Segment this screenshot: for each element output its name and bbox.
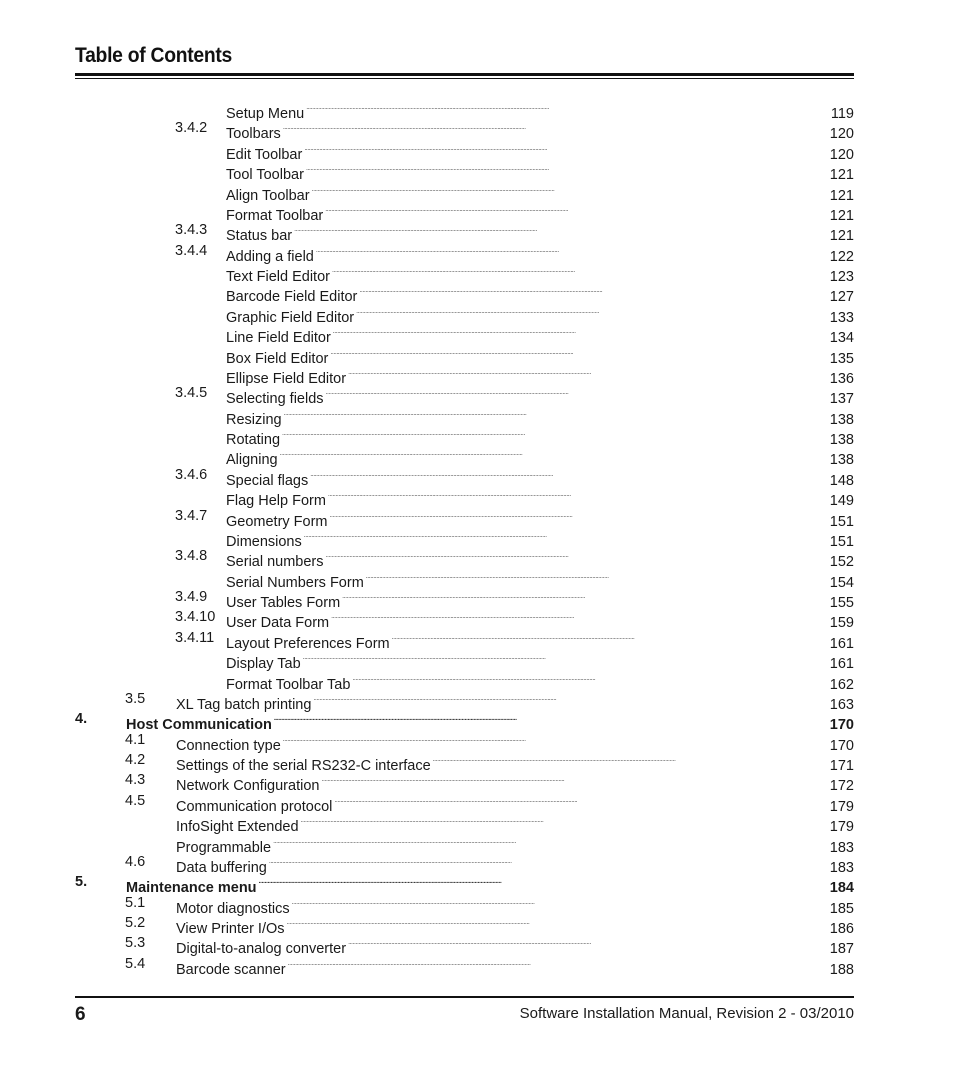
toc-entry <box>75 933 854 958</box>
toc-entry-title: Serial Numbers Form <box>226 573 366 593</box>
toc-entry-title: Text Field Editor <box>226 267 332 287</box>
toc-entry-number: 4.3 <box>125 772 146 789</box>
page-title: Table of Contents <box>75 44 233 67</box>
toc-entry <box>75 322 854 347</box>
toc-entry-number: 5.2 <box>125 915 146 931</box>
toc-entry <box>75 281 854 306</box>
toc-entry-title: Dimensions <box>226 532 304 552</box>
dot-leader <box>348 363 828 383</box>
toc-entry-title: Programmable <box>176 838 273 858</box>
dot-leader <box>356 302 828 322</box>
toc-entry <box>75 730 854 754</box>
toc-entry <box>75 526 854 550</box>
toc-entry-page: 170 <box>828 715 854 735</box>
toc-entry-page: 163 <box>828 695 854 715</box>
toc-entry <box>75 404 854 428</box>
dot-leader <box>366 567 828 587</box>
dot-leader <box>328 485 828 505</box>
toc-entry-number: 4.1 <box>125 731 146 748</box>
toc-entry <box>75 832 854 856</box>
toc-entry-page: 184 <box>828 878 854 898</box>
toc-entry-page: 151 <box>828 532 854 552</box>
toc-entry <box>75 872 854 897</box>
dot-leader <box>326 546 828 566</box>
toc-entry-page: 121 <box>828 186 854 206</box>
toc-entry-page: 183 <box>828 858 854 878</box>
dot-leader <box>259 872 828 892</box>
toc-entry <box>75 506 854 530</box>
toc-entry-title: Adding a field <box>226 247 316 267</box>
toc-entry-page: 161 <box>828 654 854 674</box>
toc-entry-title: Ellipse Field Editor <box>226 369 348 389</box>
dot-leader <box>306 98 829 118</box>
toc-entry <box>75 220 854 245</box>
page-number: 6 <box>75 1004 86 1025</box>
toc-entry-page: 119 <box>829 104 854 124</box>
toc-entry-title: Align Toolbar <box>226 186 312 206</box>
toc-entry-page: 155 <box>828 593 854 613</box>
dot-leader <box>326 383 828 403</box>
toc-entry-number: 4. <box>75 711 88 728</box>
toc-entry-page: 162 <box>828 675 854 695</box>
toc-entry-page: 151 <box>828 512 854 532</box>
toc-entry-page: 121 <box>828 226 854 246</box>
dot-leader <box>283 730 828 750</box>
toc-entry <box>75 424 854 448</box>
toc-entry-page: 154 <box>828 573 854 593</box>
footer-text: Software Installation Manual, Revision 2 - 03/2010 <box>519 1005 854 1022</box>
toc-entry-page: 188 <box>828 960 854 980</box>
toc-entry-number: 3.4.5 <box>175 385 208 402</box>
toc-entry-page: 122 <box>828 247 854 267</box>
dot-leader <box>310 465 828 485</box>
dot-leader <box>359 281 827 301</box>
dot-leader <box>304 139 827 159</box>
toc-entry-title: Host Communication <box>126 715 274 735</box>
toc-entry <box>75 465 854 489</box>
toc-entry-title: Digital-to-analog converter <box>176 939 348 959</box>
toc-entry-page: 171 <box>828 756 854 776</box>
toc-entry <box>75 139 854 163</box>
dot-leader <box>433 750 828 770</box>
toc-entry-page: 121 <box>828 165 854 185</box>
header-rule <box>75 73 854 79</box>
toc-entry-page: 152 <box>828 552 854 572</box>
toc-entry-number: 3.4.11 <box>175 629 215 646</box>
dot-leader <box>331 607 828 627</box>
dot-leader <box>283 118 828 138</box>
footer-rule <box>75 996 854 998</box>
toc-entry-page: 159 <box>828 613 854 633</box>
toc-entry-title: Barcode Field Editor <box>226 287 359 307</box>
toc-entry-page: 127 <box>828 287 854 307</box>
dot-leader <box>273 832 828 852</box>
toc-entry <box>75 383 854 408</box>
toc-entry-page: 185 <box>828 899 854 919</box>
toc-entry-title: Data buffering <box>176 858 269 878</box>
toc-entry-title: Geometry Form <box>226 512 330 532</box>
dot-leader <box>292 893 828 913</box>
toc-entry-number: 3.4.4 <box>175 242 208 259</box>
toc-entry-title: XL Tag batch printing <box>176 695 313 715</box>
toc-entry-title: Settings of the serial RS232-C interface <box>176 756 433 776</box>
toc-entry <box>75 587 854 611</box>
toc-entry <box>75 770 854 795</box>
toc-entry-page: 137 <box>828 389 854 409</box>
toc-entry-number: 5.4 <box>125 955 146 972</box>
toc-entry <box>75 750 854 774</box>
toc-entry-number: 4.5 <box>125 792 146 809</box>
toc-entry <box>75 444 854 469</box>
toc-entry <box>75 241 854 265</box>
toc-entry-page: 148 <box>828 471 854 491</box>
toc-entry-number: 3.4.9 <box>175 589 208 605</box>
toc-entry-page: 187 <box>828 939 854 959</box>
toc-entry <box>75 852 854 876</box>
dot-leader <box>325 200 828 220</box>
toc-entry <box>75 261 854 285</box>
dot-leader <box>306 159 828 179</box>
toc-entry-title: Status bar <box>226 226 294 246</box>
toc-entry-number: 3.5 <box>125 690 146 707</box>
dot-leader <box>333 322 828 342</box>
toc-entry <box>75 791 854 815</box>
toc-entry-title: View Printer I/Os <box>176 919 287 939</box>
toc-entry <box>75 159 854 184</box>
toc-entry-title: Graphic Field Editor <box>226 308 356 328</box>
toc-entry-title: Barcode scanner <box>176 960 288 980</box>
toc-entry <box>75 811 854 836</box>
toc-entry <box>75 607 854 632</box>
toc-entry-page: 138 <box>828 410 854 430</box>
toc-entry-page: 120 <box>828 145 854 165</box>
dot-leader <box>392 628 828 648</box>
toc-entry <box>75 954 854 978</box>
toc-entry-page: 123 <box>828 267 854 287</box>
toc-entry-title: Format Toolbar Tab <box>226 675 352 695</box>
toc-entry <box>75 669 854 693</box>
toc-entry <box>75 302 854 326</box>
dot-leader <box>332 261 828 281</box>
toc-entry <box>75 200 854 224</box>
toc-entry-title: InfoSight Extended <box>176 817 301 837</box>
dot-leader <box>274 709 828 729</box>
toc-entry-page: 161 <box>828 634 854 654</box>
toc-entry-page: 149 <box>828 491 854 511</box>
toc-entry-number: 5.3 <box>125 935 146 952</box>
toc-entry-title: Edit Toolbar <box>226 145 304 165</box>
toc-entry-number: 4.2 <box>125 752 146 768</box>
toc-entry <box>75 363 854 387</box>
dot-leader <box>348 933 828 953</box>
toc-entry-page: 120 <box>828 124 854 144</box>
toc-entry-line <box>176 954 854 980</box>
toc-entry-title: Connection type <box>176 736 283 756</box>
toc-entry <box>75 546 854 571</box>
toc-entry-number: 3.4.7 <box>175 507 208 524</box>
toc-entry <box>75 709 854 734</box>
dot-leader <box>294 220 828 240</box>
toc-entry-number: 3.4.8 <box>175 548 208 565</box>
dot-leader <box>288 954 828 974</box>
table-of-contents <box>75 98 854 978</box>
dot-leader <box>287 913 828 933</box>
dot-leader <box>282 424 828 444</box>
toc-entry <box>75 913 854 937</box>
toc-entry <box>75 485 854 510</box>
toc-entry-title: Toolbars <box>226 124 283 144</box>
toc-entry <box>75 628 854 652</box>
dot-leader <box>312 180 828 200</box>
toc-entry-title: Motor diagnostics <box>176 899 292 919</box>
toc-entry-number: 3.4.3 <box>175 222 208 239</box>
dot-leader <box>284 404 828 424</box>
toc-entry-title: Network Configuration <box>176 776 321 796</box>
toc-entry <box>75 567 854 591</box>
dot-leader <box>334 791 827 811</box>
toc-entry-title: Display Tab <box>226 654 303 674</box>
toc-entry-title: Flag Help Form <box>226 491 328 511</box>
toc-entry <box>75 343 854 367</box>
dot-leader <box>280 444 828 464</box>
toc-entry <box>75 648 854 673</box>
dot-leader <box>303 648 828 668</box>
toc-entry-title: Format Toolbar <box>226 206 325 226</box>
toc-entry-title: User Data Form <box>226 613 331 633</box>
toc-entry <box>75 118 854 143</box>
toc-entry-number: 3.4.2 <box>175 120 208 137</box>
dot-leader <box>313 689 827 709</box>
dot-leader <box>304 526 828 546</box>
toc-entry <box>75 98 854 122</box>
dot-leader <box>321 770 827 790</box>
toc-entry-title: Aligning <box>226 450 280 470</box>
toc-entry-title: Resizing <box>226 410 284 430</box>
dot-leader <box>342 587 828 607</box>
toc-entry-title: Tool Toolbar <box>226 165 306 185</box>
toc-entry-title: Box Field Editor <box>226 349 330 369</box>
toc-entry-title: Setup Menu <box>226 104 306 124</box>
toc-entry-page: 183 <box>828 838 854 858</box>
toc-entry-title: Selecting fields <box>226 389 326 409</box>
dot-leader <box>301 811 828 831</box>
toc-entry-title: Serial numbers <box>226 552 326 572</box>
toc-entry-number: 5.1 <box>125 894 146 911</box>
toc-entry-page: 136 <box>828 369 854 389</box>
toc-entry-number: 3.4.6 <box>175 466 208 483</box>
toc-entry-page: 138 <box>828 450 854 470</box>
toc-entry-title: Special flags <box>226 471 310 491</box>
dot-leader <box>352 669 827 689</box>
dot-leader <box>330 506 828 526</box>
toc-entry-number: 3.4.10 <box>175 609 216 626</box>
dot-leader <box>330 343 827 363</box>
toc-entry-page: 186 <box>828 919 854 939</box>
toc-entry-number: 5. <box>75 874 88 891</box>
toc-entry-page: 121 <box>828 206 854 226</box>
toc-entry-page: 135 <box>828 349 854 369</box>
toc-entry-page: 138 <box>828 430 854 450</box>
toc-entry-page: 134 <box>828 328 854 348</box>
toc-entry-title: Maintenance menu <box>126 878 259 898</box>
toc-entry-page: 172 <box>828 776 854 796</box>
toc-entry-page: 170 <box>828 736 854 756</box>
toc-entry-title: Layout Preferences Form <box>226 634 392 654</box>
toc-entry-title: Communication protocol <box>176 797 334 817</box>
toc-entry-number: 4.6 <box>125 853 146 870</box>
toc-entry-title: Rotating <box>226 430 282 450</box>
dot-leader <box>269 852 828 872</box>
toc-entry <box>75 893 854 917</box>
toc-entry-title: Line Field Editor <box>226 328 333 348</box>
toc-entry-page: 179 <box>828 797 854 817</box>
toc-entry-page: 133 <box>828 308 854 328</box>
toc-entry-page: 179 <box>828 817 854 837</box>
toc-entry <box>75 689 854 713</box>
toc-entry-title: User Tables Form <box>226 593 342 613</box>
dot-leader <box>316 241 828 261</box>
toc-entry <box>75 180 854 204</box>
